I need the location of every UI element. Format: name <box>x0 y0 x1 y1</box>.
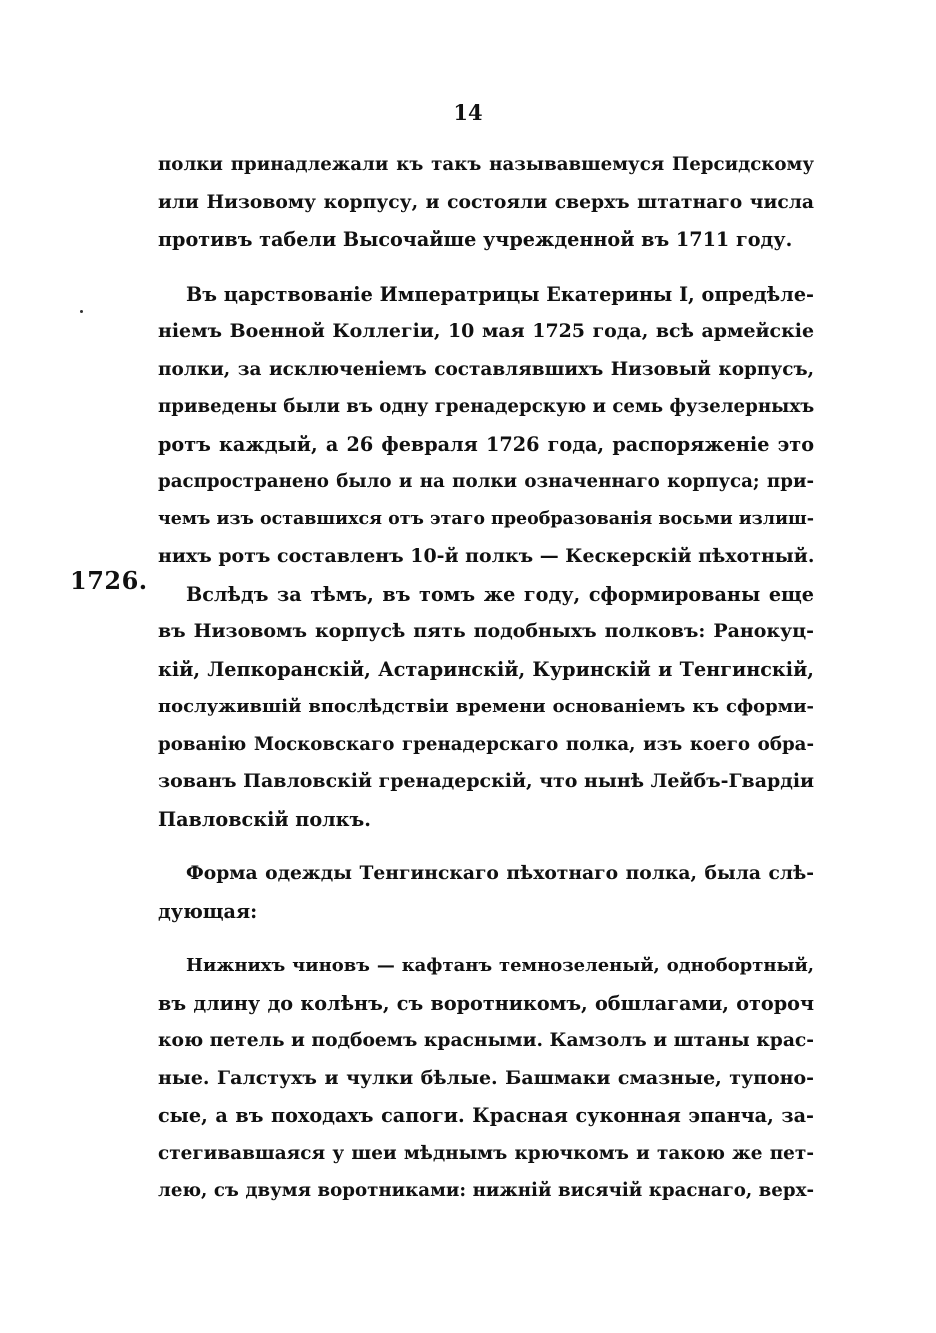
body-text <box>158 146 814 1210</box>
text-line: сые, а въ походахъ сапоги. Красная суконная эпанча, за- <box>158 1104 814 1127</box>
text-line: или Низовому корпусу, и состояли сверхъ штатнаго числа <box>158 190 814 213</box>
page-number: 14 <box>453 100 483 125</box>
text-line: Форма одежды Тенгинскаго пѣхотнаго полка, была слѣ- <box>186 862 814 884</box>
text-line: послужившій впослѣдствіи времени основаніемъ къ сформи- <box>158 696 814 717</box>
text-line: полки, за исключеніемъ составлявшихъ Низовый корпусъ, <box>158 358 814 380</box>
text-line: Павловскій полкъ. <box>158 807 371 831</box>
paragraph <box>158 947 814 1210</box>
text-line: стегивавшаяся у шеи мѣднымъ крючкомъ и такою же пет- <box>158 1142 814 1164</box>
text-line: дующая: <box>158 899 258 923</box>
text-line: въ длину до колѣнъ, съ воротникомъ, обшлагами, отороч <box>158 991 814 1015</box>
text-line: зованъ Павловскій гренадерскій, что нынѣ Лейбъ-Гвардіи <box>158 770 815 792</box>
text-line: кій, Лепкоранскій, Астаринскій, Куринскій и Тенгинскій, <box>158 657 814 681</box>
text-line: въ Низовомъ корпусѣ пять подобныхъ полковъ: Ранокуц- <box>158 620 814 642</box>
text-line: Въ царствованіе Императрицы Екатерины I, опредѣле- <box>186 282 814 306</box>
paragraph <box>158 146 814 259</box>
paragraph <box>158 276 814 839</box>
text-line: лею, съ двумя воротниками: нижній висячій краснаго, верх- <box>158 1180 814 1201</box>
paragraph <box>158 855 814 930</box>
text-line: чемъ изъ оставшихся отъ этаго преобразованія восьми излиш- <box>158 508 814 529</box>
text-line: кою петель и подбоемъ красными. Камзолъ и штаны крас- <box>158 1029 815 1051</box>
text-line: ные. Галстухъ и чулки бѣлые. Башмаки смазные, тупоно- <box>158 1066 814 1089</box>
text-line: ніемъ Военной Коллегіи, 10 мая 1725 года, всѣ армейскіе <box>158 320 814 342</box>
text-line: полки принадлежали къ такъ называвшемуся Персидскому <box>158 154 814 175</box>
text-line: нихъ ротъ составленъ 10-й полкъ — Кескерскій пѣхотный. <box>158 545 815 567</box>
text-line: Вслѣдъ за тѣмъ, въ томъ же году, сформированы еще <box>186 582 814 606</box>
text-line: Нижнихъ чиновъ — кафтанъ темнозеленый, однобортный, <box>186 955 814 976</box>
text-line: противъ табели Высочайше учрежденной въ 1711 году. <box>158 228 793 251</box>
margin-mark <box>80 310 83 313</box>
text-line: приведены были въ одну гренадерскую и семь фузелерныхъ <box>158 396 815 417</box>
text-line: рованію Московскаго гренадерскаго полка, изъ коего обра- <box>158 733 814 755</box>
margin-year-note: 1726. <box>70 566 148 595</box>
text-line: ротъ каждый, а 26 февраля 1726 года, распоряженіе это <box>158 432 814 456</box>
text-line: распространено было и на полки означеннаго корпуса; при- <box>158 471 814 492</box>
